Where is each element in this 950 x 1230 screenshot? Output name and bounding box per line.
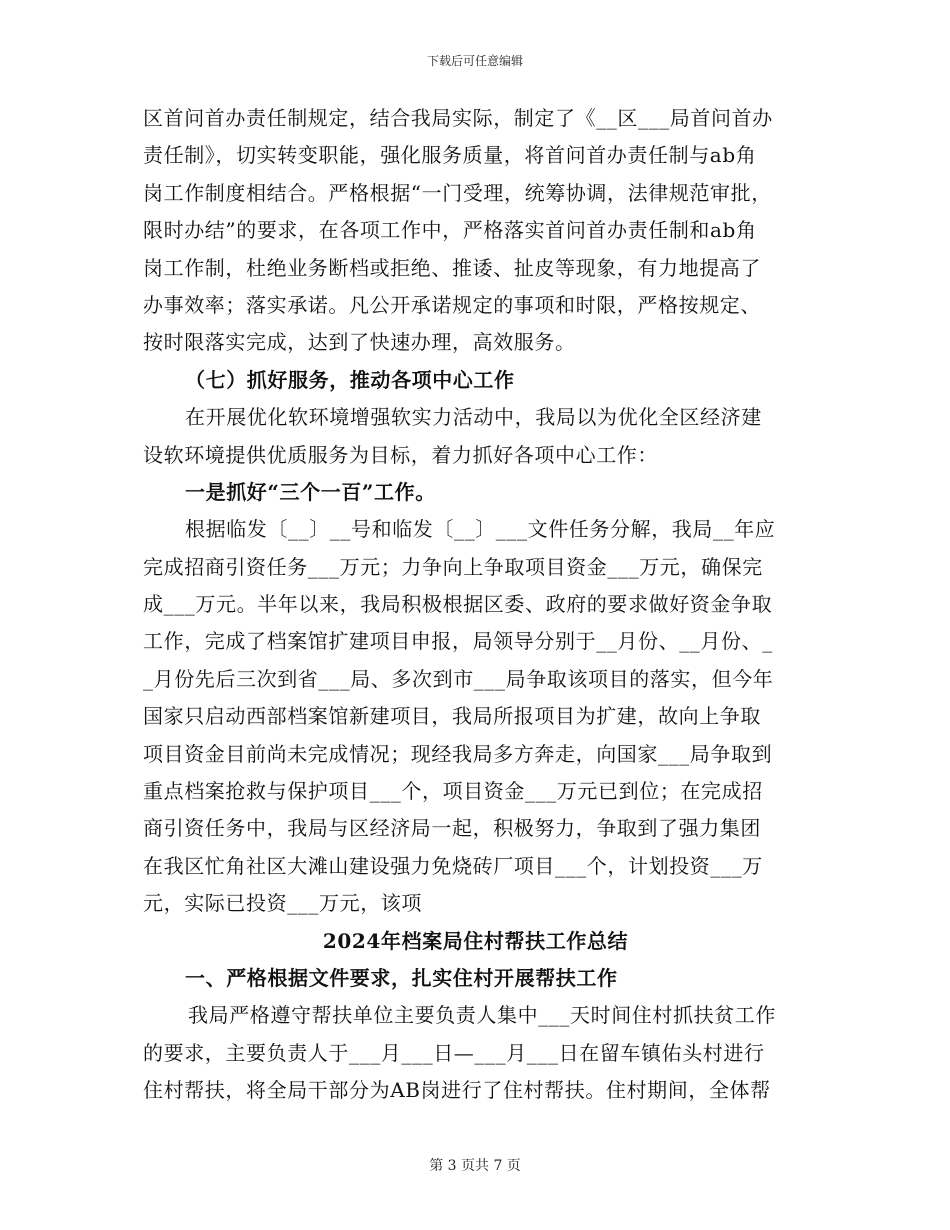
text-line: 岗工作制度相结合。严格根据“一门受理，统筹协调，法律规范审批， bbox=[143, 180, 772, 205]
text-line: 重点档案抢救与保护项目___个，项目资金___万元已到位；在完成招 bbox=[143, 779, 763, 804]
text-line: 根据临发〔__〕__号和临发〔__〕___文件任务分解，我局__年应 bbox=[185, 517, 776, 542]
text-line: 成___万元。半年以来，我局积极根据区委、政府的要求做好资金争取 bbox=[143, 592, 773, 617]
text-line: 国家只启动西部档案馆新建项目，我局所报项目为扩建，故向上争取 bbox=[143, 704, 761, 729]
text-line: 按时限落实完成，达到了快速办理，高效服务。 bbox=[143, 330, 576, 355]
text-line: 项目资金目前尚未完成情况；现经我局多方奔走，向国家___局争取到 bbox=[143, 741, 773, 766]
text-line: 在我区忙角社区大滩山建设强力免烧砖厂项目___个，计划投资___万 bbox=[143, 853, 763, 878]
text-line: 的要求，主要负责人于___月___日—___月___日在留车镇佑头村进行 bbox=[143, 1040, 765, 1065]
text-line: 工作，完成了档案馆扩建项目申报，局领导分别于__月份、__月份、_ bbox=[143, 629, 773, 654]
text-line: 责任制》，切实转变职能，强化服务质量，将首问首办责任制与ab角 bbox=[143, 143, 757, 168]
text-line: 住村帮扶，将全局干部分为AB岗进行了住村帮扶。住村期间，全体帮 bbox=[143, 1078, 771, 1103]
text-line: 元，实际已投资___万元，该项 bbox=[143, 891, 422, 916]
text-line: 完成招商引资任务___万元；力争向上争取项目资金___万元，确保完 bbox=[143, 554, 763, 579]
document-body bbox=[143, 100, 808, 1110]
text-line: 我局严格遵守帮扶单位主要负责人集中___天时间住村抓扶贫工作 bbox=[188, 1003, 776, 1028]
page-header: 下载后可任意编辑 bbox=[426, 54, 523, 68]
heading-line: 2024年档案局住村帮扶工作总结 bbox=[322, 928, 629, 953]
heading-line: 一是抓好“三个一百”工作。 bbox=[185, 479, 436, 504]
page-footer: 第 3 页共 7 页 bbox=[429, 1158, 521, 1174]
text-line: _月份先后三次到省___局、多次到市___局争取该项目的落实，但今年 bbox=[143, 666, 774, 691]
text-line: 区首问首办责任制规定，结合我局实际，制定了《__区___局首问首办 bbox=[143, 106, 773, 130]
text-line: 在开展优化软环境增强软实力活动中，我局以为优化全区经济建 bbox=[185, 405, 762, 430]
text-line: 设软环境提供优质服务为目标，着力抓好各项中心工作： bbox=[143, 442, 658, 467]
heading-line: （七）抓好服务，推动各项中心工作 bbox=[185, 367, 515, 392]
text-line: 商引资任务中，我局与区经济局一起，积极努力，争取到了强力集团 bbox=[143, 816, 761, 841]
heading-line: 一、严格根据文件要求，扎实住村开展帮扶工作 bbox=[185, 965, 618, 990]
text-line: 办事效率；落实承诺。凡公开承诺规定的事项和时限，严格按规定、 bbox=[143, 292, 761, 317]
text-line: 岗工作制，杜绝业务断档或拒绝、推诿、扯皮等现象，有力地提高了 bbox=[143, 255, 761, 280]
text-line: 限时办结”的要求，在各项工作中，严格落实首问首办责任制和ab角 bbox=[143, 218, 757, 243]
